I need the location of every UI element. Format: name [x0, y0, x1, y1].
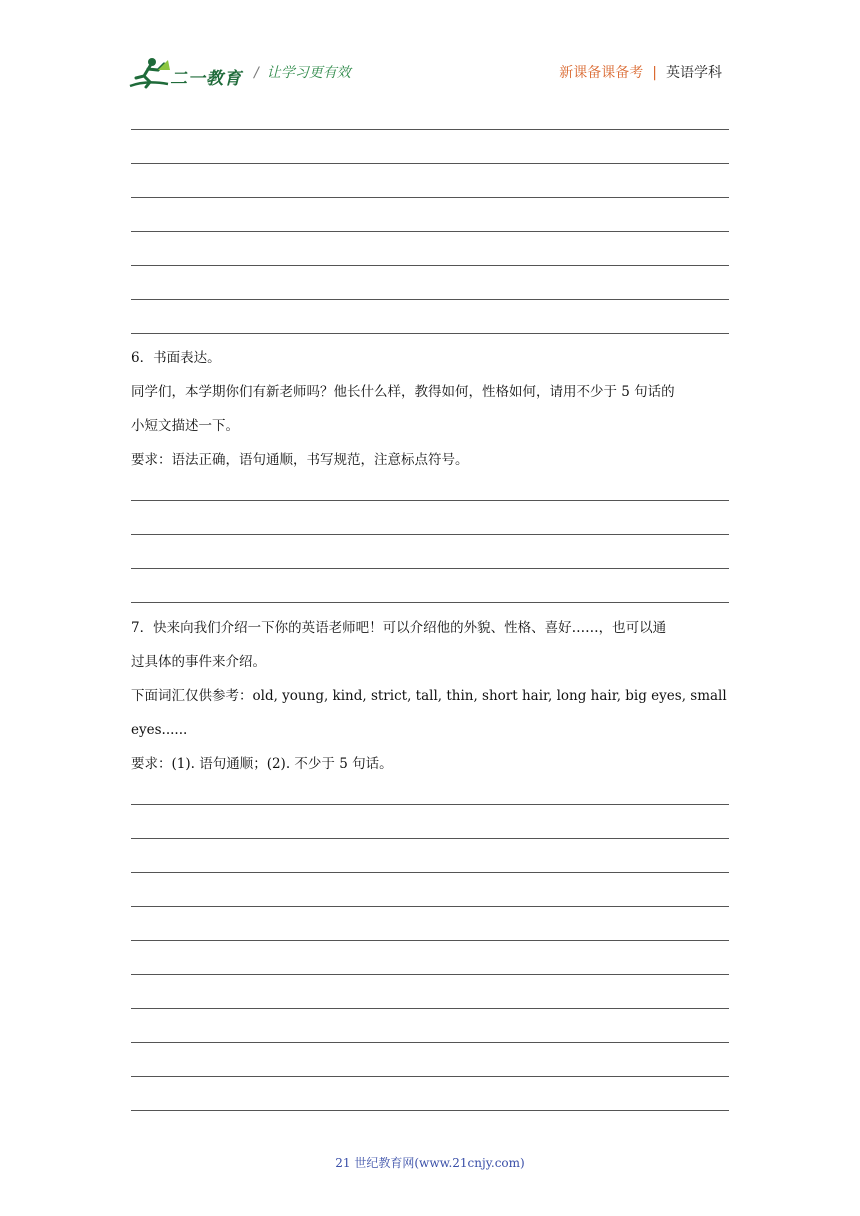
answer-line[interactable]	[131, 906, 729, 907]
answer-line[interactable]	[131, 568, 729, 569]
answer-line[interactable]	[131, 299, 729, 300]
header-separator: |	[652, 65, 657, 81]
header-tag-subject: 英语学科	[666, 65, 722, 81]
page-footer: 21 世纪教育网(www.21cnjy.com)	[335, 1156, 525, 1170]
question-7-prompt-line-1: 7．快来向我们介绍一下你的英语老师吧！可以介绍他的外貌、性格、喜好……，也可以通	[131, 620, 667, 636]
slogan	[254, 62, 351, 82]
answer-line[interactable]	[131, 602, 729, 603]
question-6-prompt-line-2: 小短文描述一下。	[131, 418, 239, 434]
header-tags	[559, 62, 722, 82]
answer-line[interactable]	[131, 804, 729, 805]
answer-line[interactable]	[131, 974, 729, 975]
question-6-title: 6．书面表达。	[131, 350, 221, 366]
logo-text: 二一教育	[170, 69, 242, 89]
slogan-text: 让学习更有效	[266, 65, 351, 81]
question-7-requirement: 要求：(1). 语句通顺；(2). 不少于 5 句话。	[131, 756, 393, 772]
answer-line[interactable]	[131, 333, 729, 334]
answer-line[interactable]	[131, 163, 729, 164]
answer-line[interactable]	[131, 231, 729, 232]
answer-line[interactable]	[131, 129, 729, 130]
answer-line[interactable]	[131, 872, 729, 873]
question-7-vocab-line-2: eyes......	[131, 722, 188, 738]
running-figure-icon	[128, 56, 172, 90]
answer-line[interactable]	[131, 838, 729, 839]
answer-line[interactable]	[131, 1042, 729, 1043]
answer-line[interactable]	[131, 534, 729, 535]
question-6-prompt-line-1: 同学们，本学期你们有新老师吗？他长什么样，教得如何，性格如何，请用不少于 5 句话的	[131, 384, 675, 400]
page-header	[0, 0, 860, 100]
answer-line[interactable]	[131, 1110, 729, 1111]
answer-line[interactable]	[131, 940, 729, 941]
answer-line[interactable]	[131, 265, 729, 266]
question-7-prompt-line-2: 过具体的事件来介绍。	[131, 654, 266, 670]
answer-line[interactable]	[131, 1076, 729, 1077]
question-7-vocab-line-1: 下面词汇仅供参考：old, young, kind, strict, tall, thin, short hair, long hair, big eyes, small	[131, 688, 727, 704]
slogan-slash: /	[254, 65, 259, 81]
logo	[128, 56, 248, 90]
header-tag-course: 新课备课备考	[559, 65, 644, 81]
question-6-requirement: 要求：语法正确，语句通顺，书写规范，注意标点符号。	[131, 452, 469, 468]
answer-line[interactable]	[131, 197, 729, 198]
answer-line[interactable]	[131, 500, 729, 501]
answer-line[interactable]	[131, 1008, 729, 1009]
